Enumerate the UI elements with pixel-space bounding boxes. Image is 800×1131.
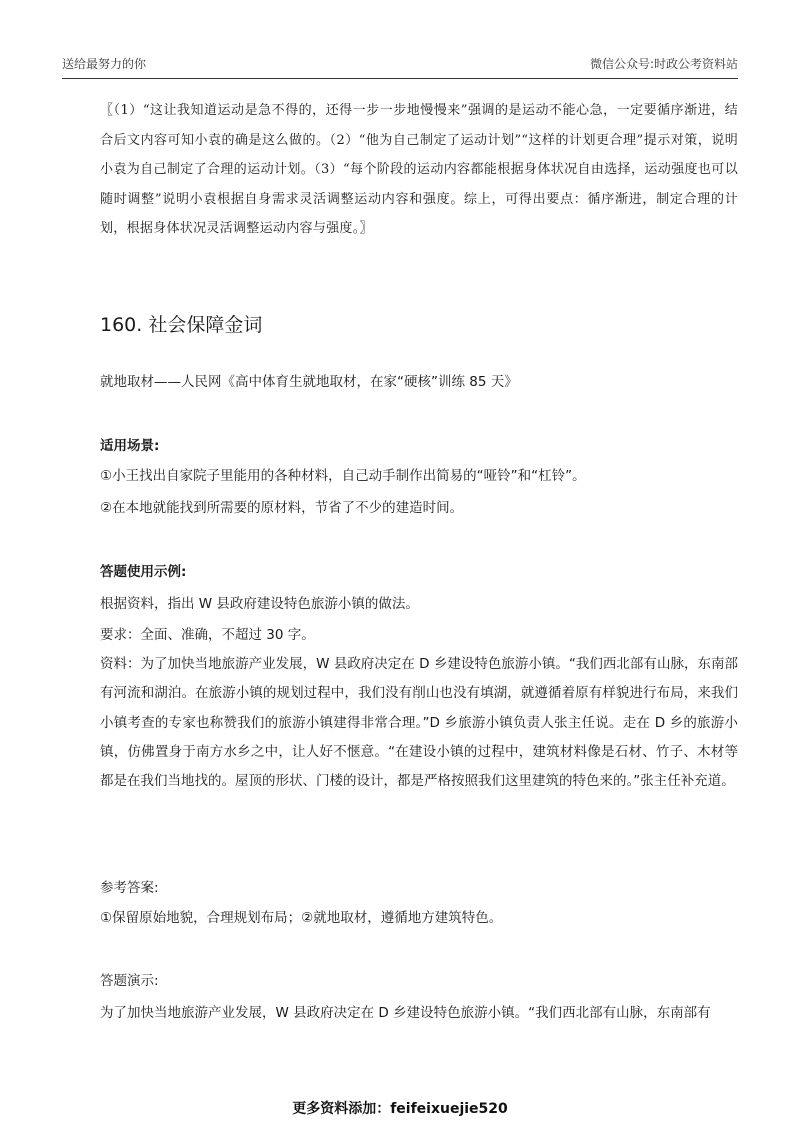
section-title: 160. 社会保障金词 xyxy=(100,314,263,336)
analysis-block xyxy=(100,96,738,244)
demo-line: 为了加快当地旅游产业发展，W 县政府决定在 D 乡建设特色旅游小镇。“我们西北部有山脉，东南部有 xyxy=(100,1005,711,1021)
header-right-text: 微信公众号:时政公考资料站 xyxy=(589,57,738,71)
answer-line: ①保留原始地貌，合理规划布局；②就地取材，遵循地方建筑特色。 xyxy=(100,910,503,926)
requirement-line: 要求：全面、准确，不超过 30 字。 xyxy=(100,627,315,643)
source-line: 就地取材——人民网《高中体育生就地取材，在家“硬核”训练 85 天》 xyxy=(100,374,518,390)
scene-item-2: ②在本地就能找到所需要的原材料，节省了不少的建造时间。 xyxy=(100,500,464,516)
header-left-text: 送给最努力的你 xyxy=(62,57,147,71)
scenes-heading: 适用场景: xyxy=(100,438,160,454)
material-paragraph: 资料：为了加快当地旅游产业发展，W 县政府决定在 D 乡建设特色旅游小镇。“我们西北部有山脉，东南部有河流和湖泊。在旅游小镇的规划过程中，我们没有削山也没有填湖，就遵循着原有样貌进行布局，来我们小镇考查的专家也称赞我们的旅游小镇建得非常合理。”D 乡旅游小镇负责人张主任说。走在 D 乡的旅游小镇，仿佛置身于南方水乡之中，让人好不惬意。“在建设小镇的过程中，建筑材料像是石材、竹子、木材等都是在我们当地找的。屋顶的形状、门楼的设计，都是严格按照我们这里建筑的特色来的。”张主任补充道。 xyxy=(100,656,738,790)
example-heading: 答题使用示例: xyxy=(100,564,187,580)
page-footer: 更多资料添加：feifeixuejie520 xyxy=(292,1101,508,1117)
analysis-paragraph: 〖（1）“这让我知道运动是急不得的，还得一步一步地慢慢来”强调的是运动不能心急，一定要循序渐进，结合后文内容可知小袁的确是这么做的。（2）“他为自己制定了运动计划”“这样的计划更合理”提示对策，说明小袁为自己制定了合理的运动计划。（3）“每个阶段的运动内容都能根据身体状况自由选择，运动强度也可以随时调整”说明小袁根据自身需求灵活调整运动内容和强度。综上，可得出要点：循序渐进，制定合理的计划，根据身体状况灵活调整运动内容与强度。〗 xyxy=(100,103,738,236)
demo-heading: 答题演示: xyxy=(100,973,159,989)
question-line: 根据资料，指出 W 县政府建设特色旅游小镇的做法。 xyxy=(100,596,419,612)
answer-heading: 参考答案: xyxy=(100,880,159,896)
scene-item-1: ①小王找出自家院子里能用的各种材料，自己动手制作出简易的“哑铃”和“杠铃”。 xyxy=(100,468,586,484)
page-header xyxy=(62,54,738,79)
